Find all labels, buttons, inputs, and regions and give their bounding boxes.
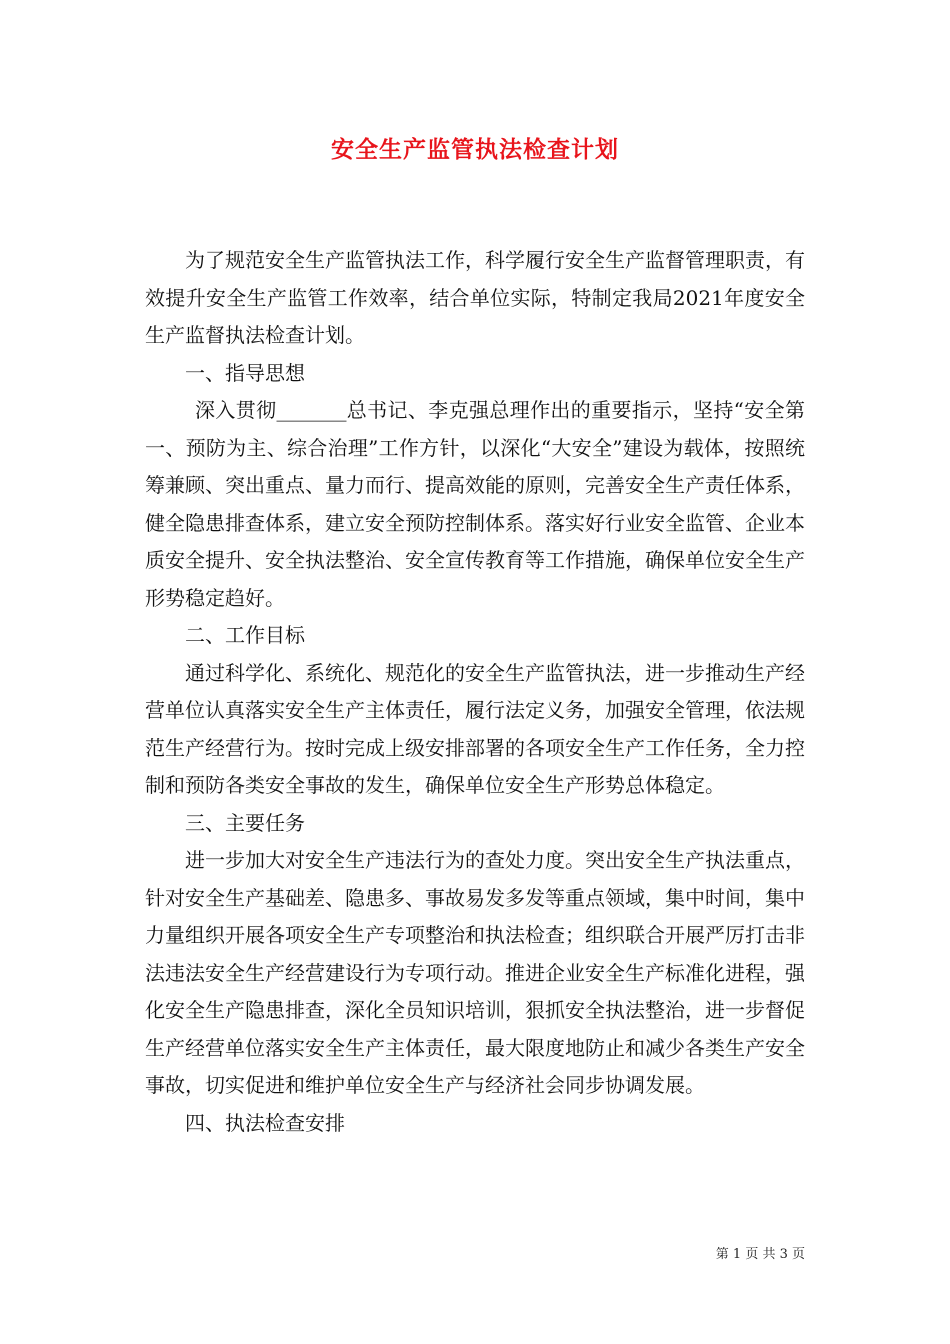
intro-paragraph: 为了规范安全生产监管执法工作，科学履行安全生产监督管理职责，有效提升安全生产监管工作效率，结合单位实际，特制定我局2021年度安全生产监督执法检查计划。: [145, 248, 805, 347]
section-heading-inspection-schedule: 四、执法检查安排: [185, 1110, 345, 1135]
section-heading-main-tasks: 三、主要任务: [185, 810, 305, 835]
section-heading-guiding-thought: 一、指导思想: [185, 360, 305, 385]
section-body-work-goals: 通过科学化、系统化、规范化的安全生产监管执法，进一步推动生产经营单位认真落实安全生产主体责任，履行法定义务，加强安全管理，依法规范生产经营行为。按时完成上级安排部署的各项安全生产工作任务，全力控制和预防各类安全事故的发生，确保单位安全生产形势总体稳定。: [145, 660, 805, 797]
page-number: 第 1 页 共 3 页: [715, 1247, 805, 1262]
section-heading-work-goals: 二、工作目标: [185, 623, 305, 647]
section-body-main-tasks: 进一步加大对安全生产违法行为的查处力度。突出安全生产执法重点，针对安全生产基础差、隐患多、事故易发多发等重点领域，集中时间，集中力量组织开展各项安全生产专项整治和执法检查；组织联合开展严厉打击非法违法安全生产经营建设行为专项行动。推进企业安全生产标准化进程，强化安全生产隐患排查，深化全员知识培训，狠抓安全执法整治，进一步督促生产经营单位落实安全生产主体责任，最大限度地防止和减少各类生产安全事故，切实促进和维护单位安全生产与经济社会同步协调发展。: [145, 848, 805, 1097]
section-body-guiding-thought: 深入贯彻_______总书记、李克强总理作出的重要指示，坚持“安全第一、预防为主、综合治理”工作方针，以深化“大安全”建设为载体，按照统筹兼顾、突出重点、量力而行、提高效能的原则，完善安全生产责任体系，健全隐患排查体系，建立安全预防控制体系。落实好行业安全监管、企业本质安全提升、安全执法整治、安全宣传教育等工作措施，确保单位安全生产形势稳定趋好。: [145, 398, 805, 610]
document-title: 安全生产监管执法检查计划: [331, 136, 619, 163]
document-body: [145, 242, 805, 1142]
